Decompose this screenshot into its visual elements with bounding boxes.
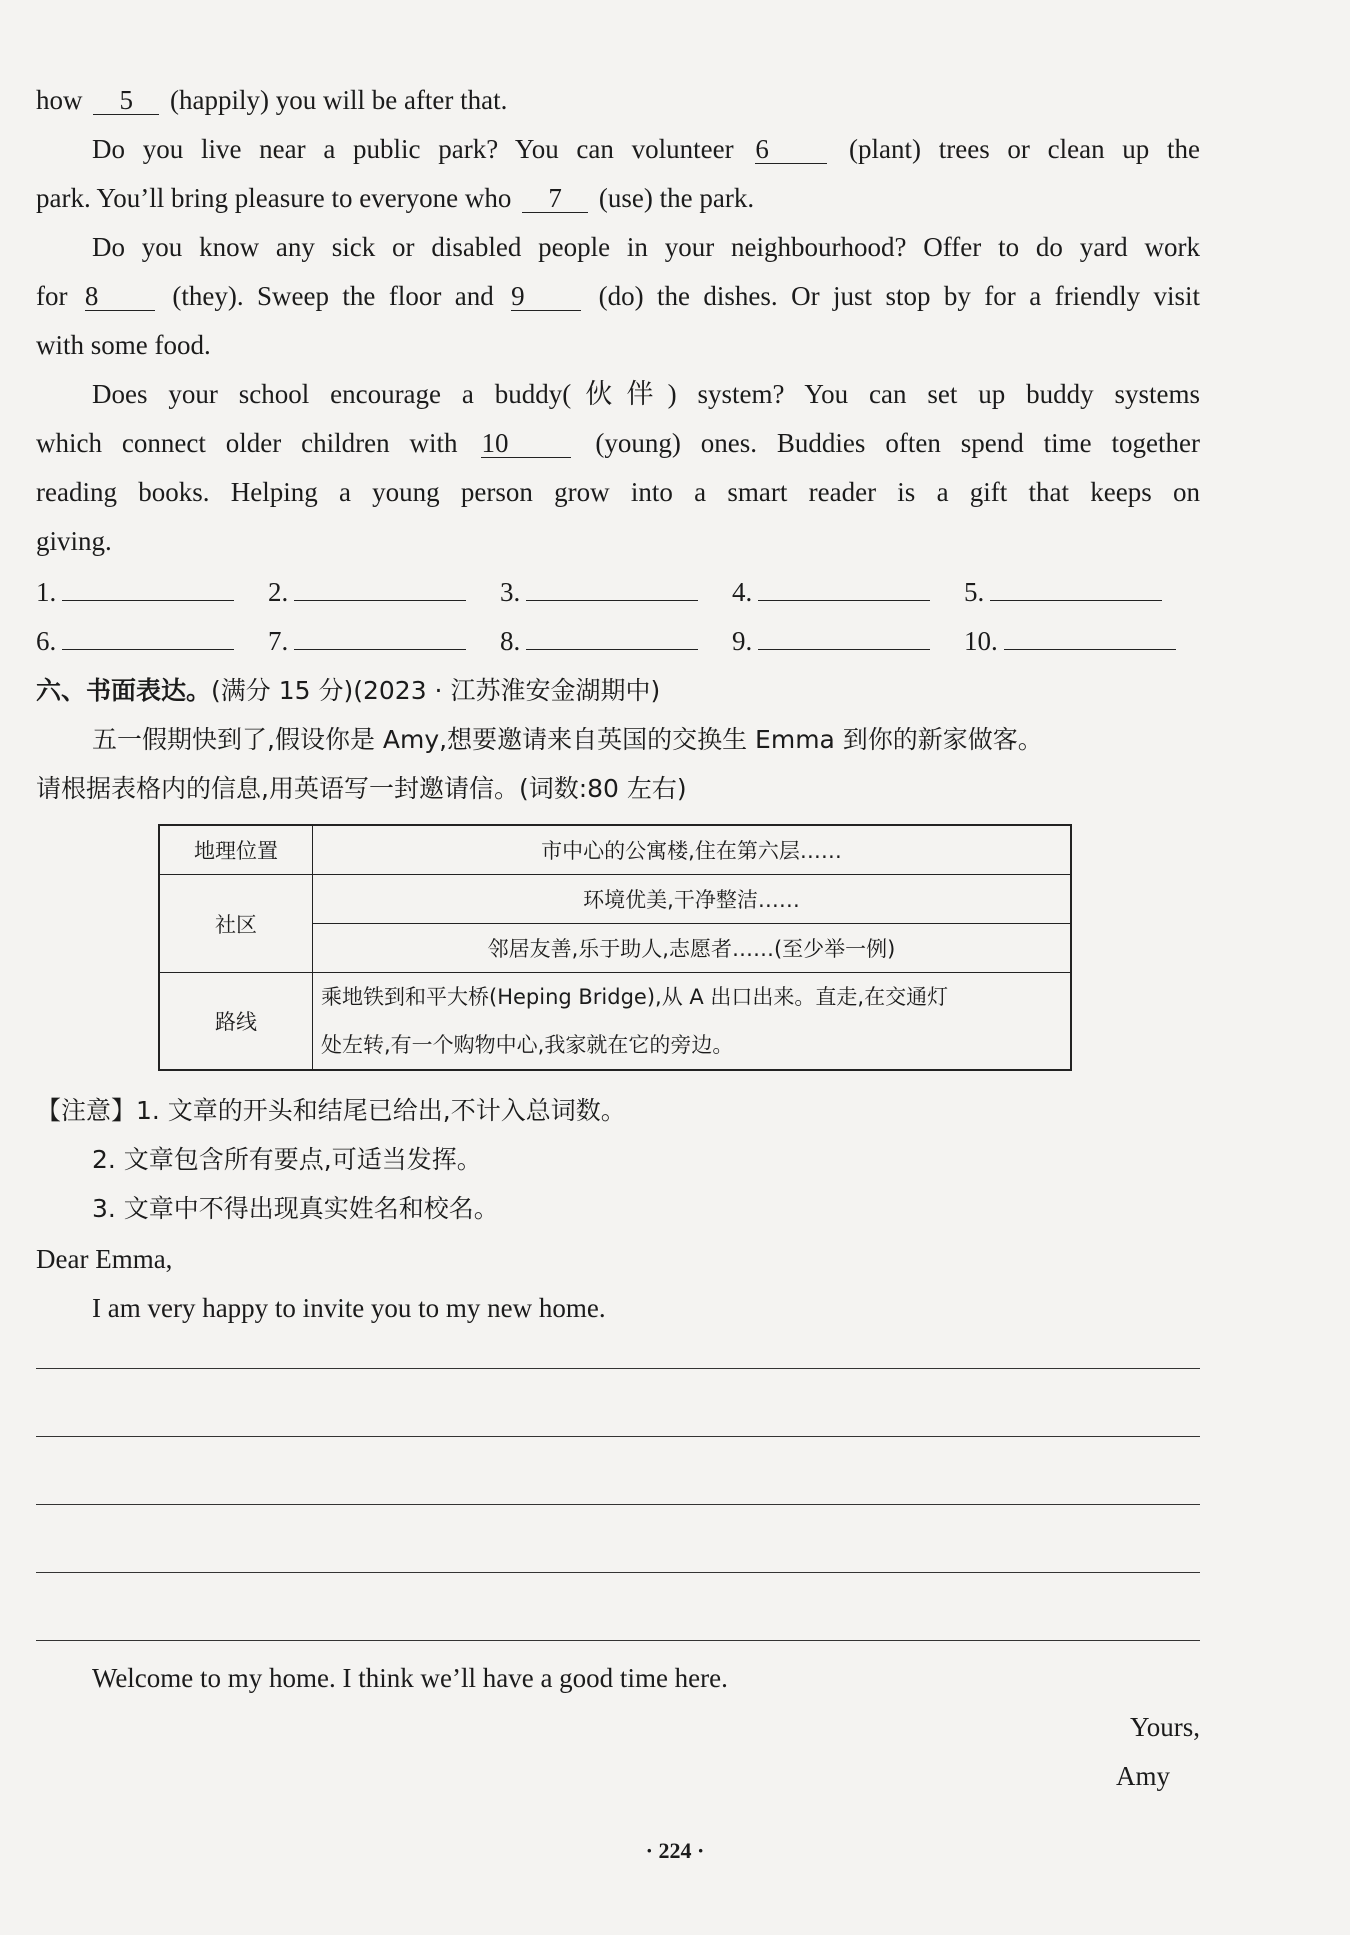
section-6-prompt-1: 五一假期快到了,假设你是 Amy,想要邀请来自英国的交换生 Emma 到你的新家做客。 — [92, 725, 1043, 754]
section-6-prompt-2: 请根据表格内的信息,用英语写一封邀请信。(词数:80 左右) — [36, 774, 687, 803]
passage-line-1: how 5 (happily) you will be after that. — [36, 85, 508, 115]
passage-line-10: giving. — [36, 526, 112, 556]
answer-3[interactable]: 3. — [500, 574, 698, 608]
answer-4[interactable]: 4. — [732, 574, 930, 608]
note-1: 【注意】1. 文章的开头和结尾已给出,不计入总词数。 — [36, 1096, 626, 1125]
table-key-location: 地理位置 — [159, 825, 313, 875]
writing-line[interactable] — [36, 1436, 1200, 1437]
answer-2[interactable]: 2. — [268, 574, 466, 608]
answer-1[interactable]: 1. — [36, 574, 234, 608]
passage-line-7: Does your school encourage a buddy(伙伴) system? You can set up buddy systems — [92, 379, 1200, 409]
answer-row-2 — [36, 623, 1200, 657]
writing-line[interactable] — [36, 1368, 1200, 1369]
writing-line[interactable] — [36, 1640, 1200, 1641]
passage-line-8: which connect older children with 10 (young) ones. Buddies often spend time together — [36, 428, 1200, 458]
answer-5[interactable]: 5. — [964, 574, 1162, 608]
table-value-environment: 环境优美,干净整洁…… — [313, 875, 1072, 924]
blank-10: 10 — [481, 429, 571, 458]
note-2: 2. 文章包含所有要点,可适当发挥。 — [92, 1145, 482, 1174]
answer-7[interactable]: 7. — [268, 623, 466, 657]
letter-signature: Amy — [1116, 1761, 1170, 1791]
letter-signoff: Yours, — [1129, 1712, 1200, 1742]
table-key-community: 社区 — [159, 875, 313, 973]
writing-line[interactable] — [36, 1504, 1200, 1505]
answer-8[interactable]: 8. — [500, 623, 698, 657]
blank-9: 9 — [511, 282, 581, 311]
note-3: 3. 文章中不得出现真实姓名和校名。 — [92, 1194, 499, 1223]
table-key-route: 路线 — [159, 973, 313, 1071]
passage-line-2: Do you live near a public park? You can volunteer 6 (plant) trees or clean up the — [92, 134, 1201, 164]
table-value-neighbours: 邻居友善,乐于助人,志愿者……(至少举一例) — [313, 924, 1072, 973]
table-value-location: 市中心的公寓楼,住在第六层…… — [313, 825, 1072, 875]
page-number: · 224 · — [645, 1838, 705, 1863]
writing-line[interactable] — [36, 1572, 1200, 1573]
info-table — [158, 824, 1072, 1071]
blank-6: 6 — [755, 135, 827, 164]
blank-8: 8 — [85, 282, 155, 311]
letter-closing: Welcome to my home. I think we’ll have a good time here. — [92, 1663, 728, 1693]
passage-line-6: with some food. — [36, 330, 211, 360]
passage-line-4: Do you know any sick or disabled people in your neighbourhood? Offer to do yard work — [92, 232, 1200, 262]
passage-line-9: reading books. Helping a young person grow into a smart reader is a gift that keeps on — [36, 477, 1200, 507]
passage-line-3: park. You’ll bring pleasure to everyone who 7 (use) the park. — [36, 183, 755, 213]
answer-6[interactable]: 6. — [36, 623, 234, 657]
answer-10[interactable]: 10. — [964, 623, 1176, 657]
blank-7: 7 — [522, 184, 588, 213]
answer-row-1 — [36, 574, 1200, 608]
blank-5: 5 — [93, 86, 159, 115]
letter-opening: I am very happy to invite you to my new home. — [92, 1293, 606, 1323]
answer-9[interactable]: 9. — [732, 623, 930, 657]
letter-salutation: Dear Emma, — [36, 1244, 173, 1274]
section-6-heading: 六、书面表达。(满分 15 分)(2023 · 江苏淮安金湖期中) — [36, 676, 661, 705]
table-value-route: 乘地铁到和平大桥(Heping Bridge),从 A 出口出来。直走,在交通灯 处左转,有一个购物中心,我家就在它的旁边。 — [313, 973, 1072, 1071]
passage-line-5: for 8 (they). Sweep the floor and 9 (do) the dishes. Or just stop by for a friendly visit — [36, 281, 1201, 311]
